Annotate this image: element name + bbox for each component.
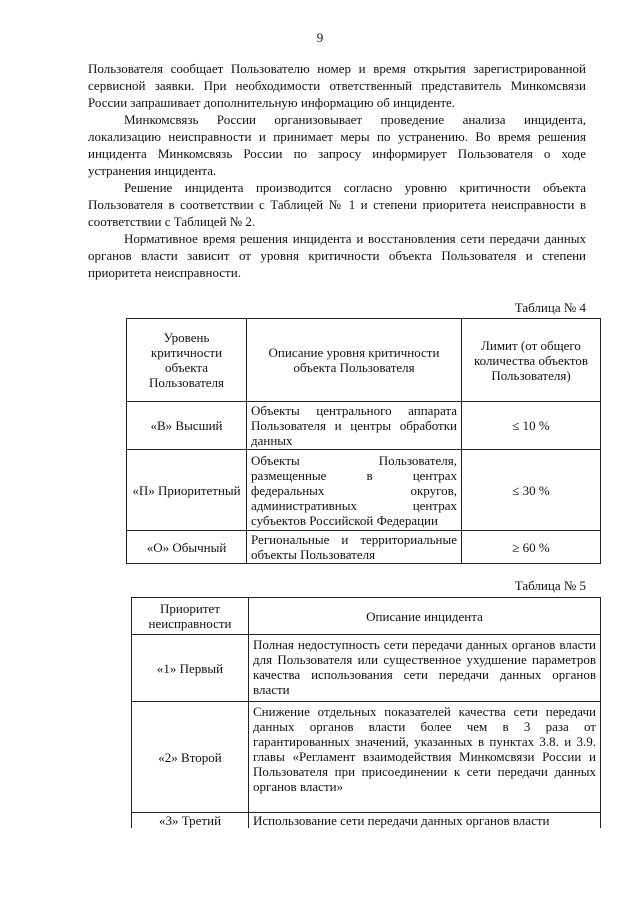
header-description: Описание инцидента	[249, 598, 601, 635]
cell-description: Снижение отдельных показателей качества сети передачи данных органов власти более чем в 3 раза от гарантированных значений, указанных в пунктах 3.8. и 3.9. главы «Регламент взаимодействия Минкомсвязи России и Пользователя при присоединении к сети передачи данных органов власти»	[249, 702, 601, 813]
paragraph-2: Минкомсвязь России организовывает проведение анализа инцидента, локализацию неисправности и принимает меры по устранению. Во время решения инцидента Минкомсвязь России по запросу информирует Пользователя о ходе устранения инцидента.	[88, 112, 586, 178]
table-row	[127, 402, 601, 450]
cell-description: Использование сети передачи данных органов власти	[249, 813, 601, 829]
header-limit: Лимит (от общего количества объектов Пользователя)	[462, 319, 601, 402]
table-row	[127, 531, 601, 564]
table-row	[132, 702, 601, 813]
table5-caption: Таблица № 5	[514, 578, 586, 593]
cell-description: Объекты центрального аппарата Пользователя и центры обработки данных	[247, 402, 462, 450]
cell-limit: ≤ 10 %	[462, 402, 601, 450]
cell-level: «П» Приоритетный	[127, 450, 247, 531]
cell-limit: ≥ 60 %	[462, 531, 601, 564]
criticality-table	[126, 318, 601, 564]
header-priority: Приоритет неисправности	[132, 598, 249, 635]
paragraph-4: Нормативное время решения инцидента и восстановления сети передачи данных органов власти зависит от уровня критичности объекта Пользователя и степени приоритета неисправности.	[88, 231, 586, 280]
cell-priority: «3» Третий	[132, 813, 249, 829]
cell-description: Региональные и территориальные объекты Пользователя	[247, 531, 462, 564]
paragraph-3: Решение инцидента производится согласно уровню критичности объекта Пользователя в соответствии с Таблицей № 1 и степени приоритета неисправности в соответствии с Таблицей № 2.	[88, 180, 586, 229]
cell-limit: ≤ 30 %	[462, 450, 601, 531]
cell-level: «О» Обычный	[127, 531, 247, 564]
cell-priority: «1» Первый	[132, 635, 249, 702]
priority-table	[131, 597, 601, 828]
header-description: Описание уровня критичности объекта Пользователя	[247, 319, 462, 402]
page-number: 9	[316, 30, 324, 45]
cell-priority: «2» Второй	[132, 702, 249, 813]
table-row	[127, 450, 601, 531]
header-level: Уровень критичности объекта Пользователя	[127, 319, 247, 402]
body-text	[88, 60, 586, 281]
table-row	[132, 635, 601, 702]
table4-caption: Таблица № 4	[514, 300, 586, 315]
cell-description: Объекты Пользователя, размещенные в центрах федеральных округов, административных центрах субъектов Российской Федерации	[247, 450, 462, 531]
cell-level: «В» Высший	[127, 402, 247, 450]
cell-description: Полная недоступность сети передачи данных органов власти для Пользователя или существенное ухудшение параметров качества использования сети передачи данных органов власти	[249, 635, 601, 702]
table-header-row	[132, 598, 601, 635]
table-row	[132, 813, 601, 829]
paragraph-1: Пользователя сообщает Пользователю номер и время открытия зарегистрированной сервисной заявки. При необходимости ответственный представитель Минкомсвязи России запрашивает дополнительную информацию об инциденте.	[88, 61, 586, 110]
table-header-row	[127, 319, 601, 402]
